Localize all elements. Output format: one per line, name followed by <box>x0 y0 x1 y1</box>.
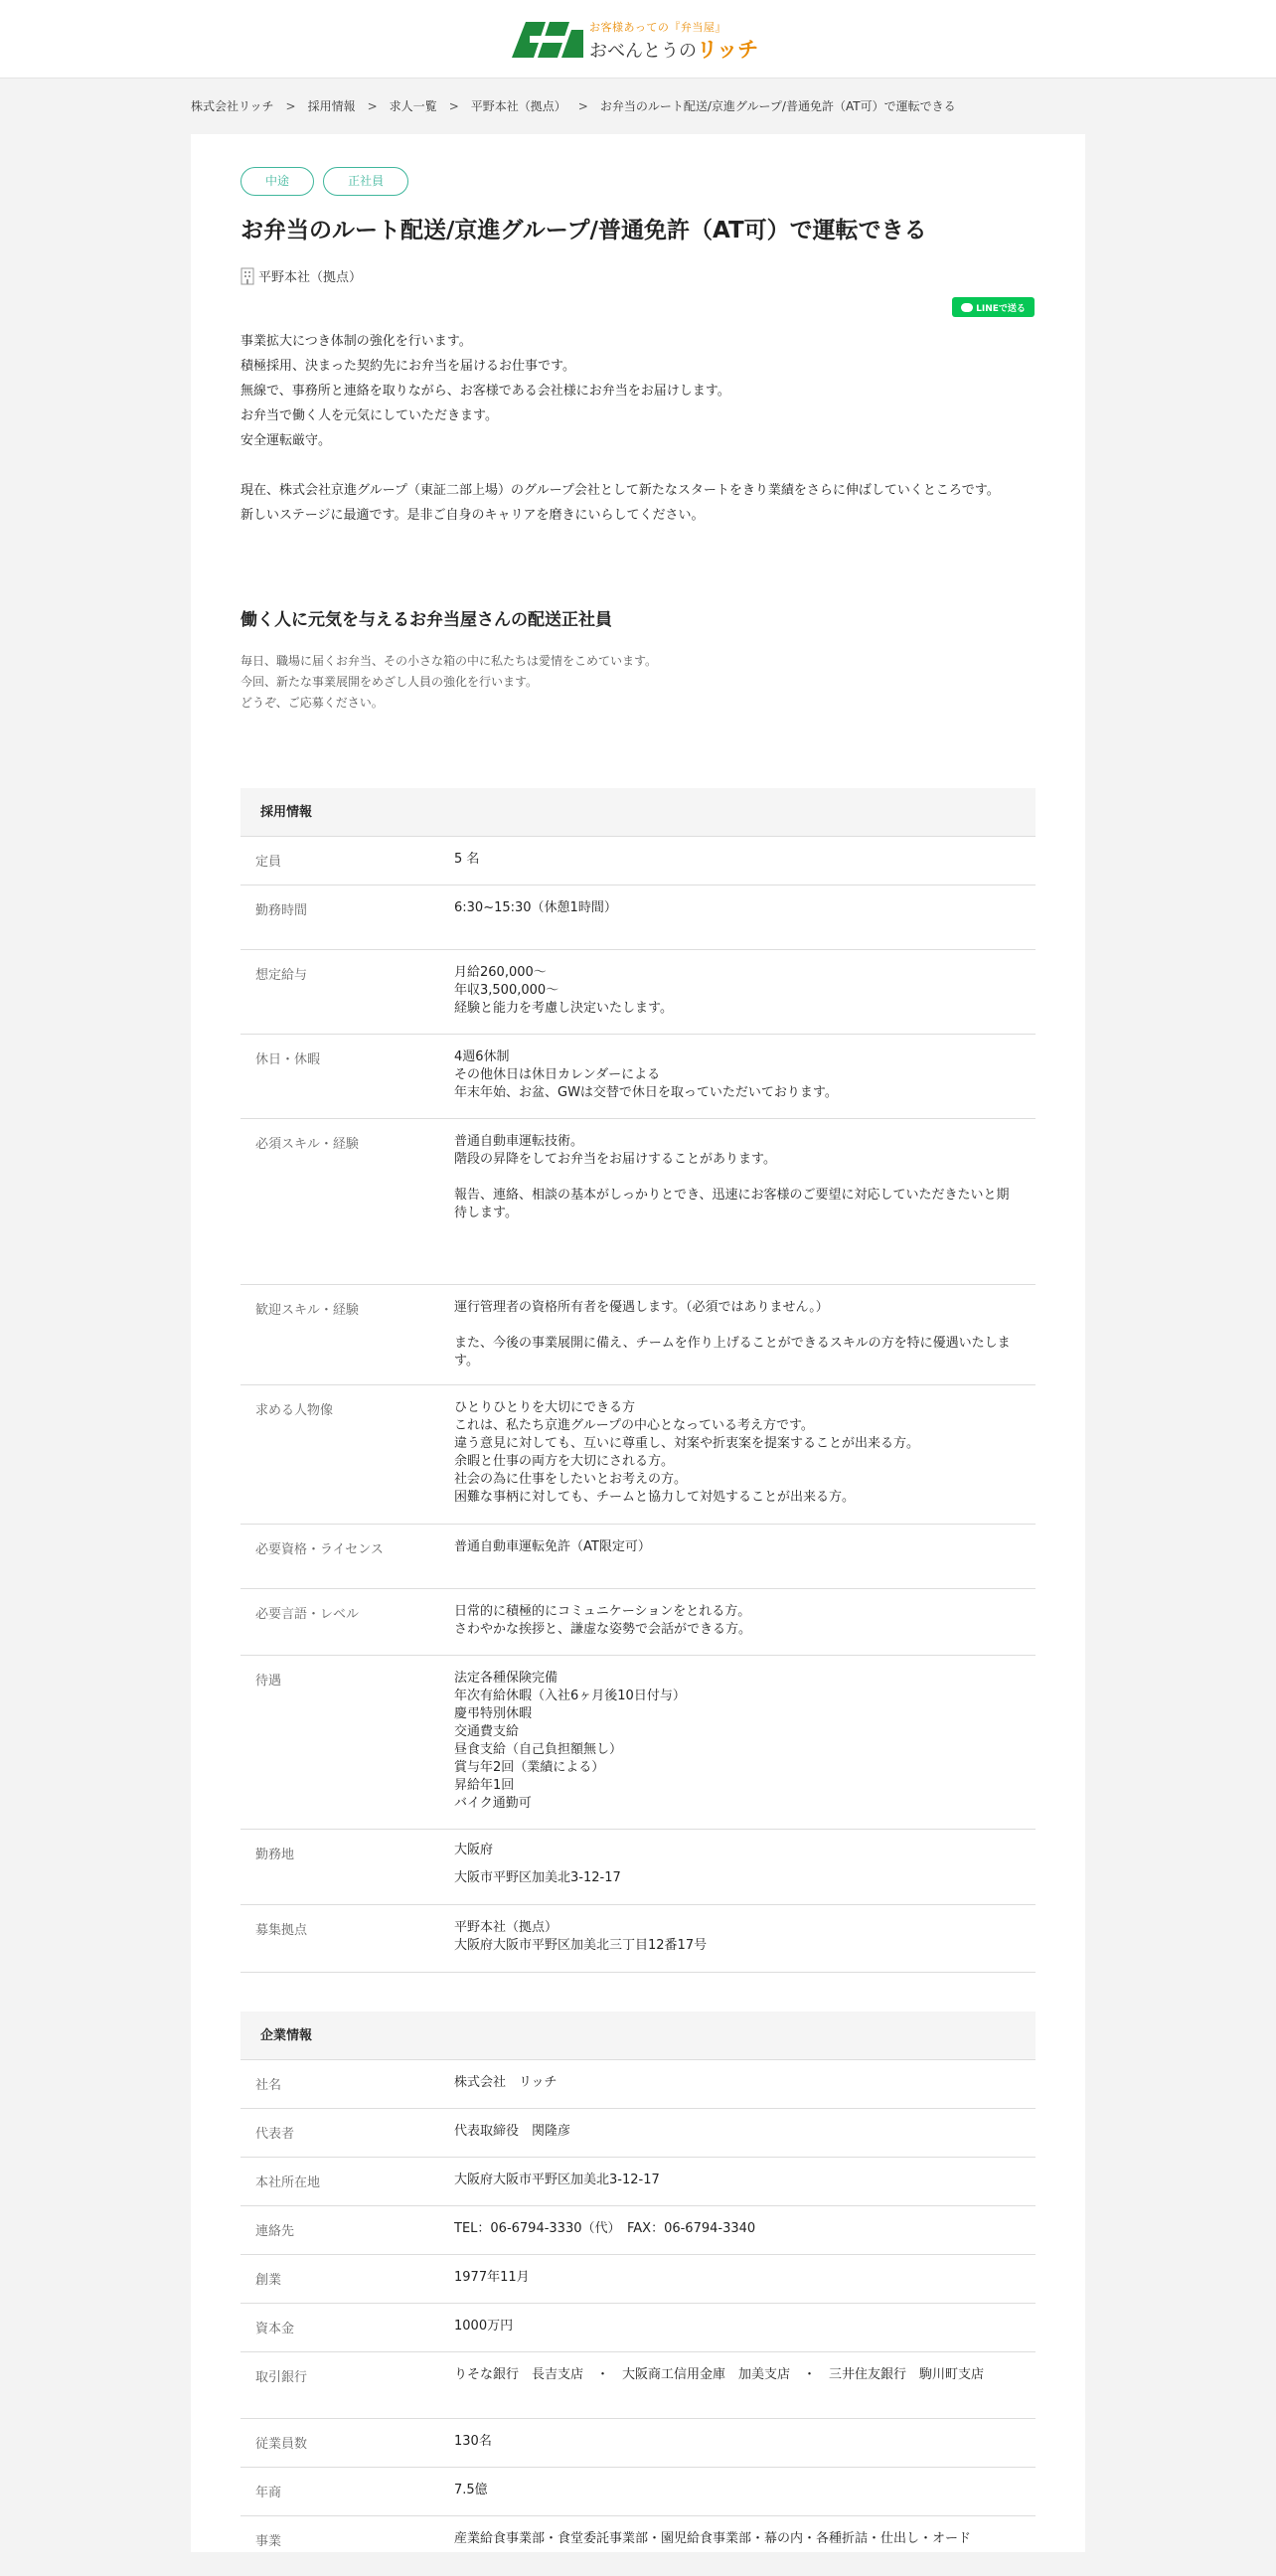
row-label: 求める人物像 <box>255 1403 334 1418</box>
row-label: 待遇 <box>255 1674 282 1689</box>
breadcrumb-separator: > <box>577 99 588 113</box>
line-icon <box>961 303 973 312</box>
job-tags <box>240 167 412 196</box>
line-share-button[interactable] <box>952 297 1035 317</box>
row-value: 5 名 <box>454 852 480 867</box>
row-label: 資本金 <box>255 2322 295 2336</box>
table-row <box>240 2304 1036 2352</box>
table-row <box>240 2516 1036 2576</box>
row-label: 社名 <box>255 2078 282 2093</box>
table-row <box>240 1385 1036 1525</box>
breadcrumb-separator: > <box>367 99 378 113</box>
logo-name <box>589 34 758 64</box>
table-row <box>240 1525 1036 1589</box>
row-value: 代表取締役 関隆彦 <box>454 2124 571 2139</box>
breadcrumb-recruit[interactable]: 採用情報 <box>307 99 356 113</box>
table-row <box>240 2255 1036 2304</box>
job-location-label: 平野本社（拠点） <box>258 270 363 285</box>
row-value: 運行管理者の資格所有者を優遇します。（必須ではありません。） また、今後の事業展開に備え、チームを作り上げることができるスキルの方を特に優遇いたします。 <box>454 1300 1011 1368</box>
row-label: 代表者 <box>255 2127 295 2142</box>
table-row <box>240 886 1036 950</box>
row-label: 本社所在地 <box>255 2175 321 2190</box>
logo-mark-icon <box>512 22 583 58</box>
table-row <box>240 1035 1036 1119</box>
row-value: ひとりひとりを大切にできる方 これは、私たち京進グループの中心となっている考え方です。 違う意見に対しても、互いに尊重し、対案や折衷案を提案することが出来る方。 余暇と仕事の両方を大切にされる方。 社会の為に仕事をしたいとお考えの方。 困難な事柄に対しても、チームと協力して対処することが出来る方。 <box>454 1400 920 1505</box>
row-value: TEL：06-6794-3330（代） FAX：06-6794-3340 <box>454 2221 756 2236</box>
breadcrumb-separator: > <box>285 99 296 113</box>
line-share-label: LINEで送る <box>976 303 1026 314</box>
logo-name-prefix: おべんとうの <box>589 41 697 62</box>
row-label: 必要資格・ライセンス <box>255 1542 384 1557</box>
table-row <box>240 1119 1036 1285</box>
table-row <box>240 2206 1036 2255</box>
row-label: 従業員数 <box>255 2437 308 2452</box>
table-row <box>240 2352 1036 2419</box>
row-label: 募集拠点 <box>255 1923 308 1938</box>
row-value: 6:30~15:30（休憩1時間） <box>454 900 617 915</box>
table-row <box>240 2158 1036 2206</box>
table-row <box>240 2060 1036 2109</box>
row-label: 勤務地 <box>255 1848 295 1862</box>
row-value: りそな銀行 長吉支店 ・ 大阪商工信用金庫 加美支店 ・ 三井住友銀行 駒川町支店 <box>454 2367 985 2382</box>
row-value: 1000万円 <box>454 2319 514 2334</box>
row-value: 月給260,000～ 年収3,500,000～ 経験と能力を考慮し決定いたします。 <box>454 965 673 1016</box>
row-label: 必要言語・レベル <box>255 1607 360 1622</box>
breadcrumb-separator: > <box>448 99 459 113</box>
table-row <box>240 1905 1036 1973</box>
recruit-info-table <box>240 788 1036 1973</box>
job-detail-card <box>191 134 1085 2552</box>
logo-name-accent: リッチ <box>697 38 759 62</box>
row-label: 定員 <box>255 855 282 870</box>
table-row <box>240 1656 1036 1830</box>
row-label: 年商 <box>255 2486 282 2500</box>
row-label: 事業 <box>255 2534 282 2549</box>
company-info-heading: 企業情報 <box>240 2012 1036 2060</box>
row-label: 創業 <box>255 2273 282 2288</box>
breadcrumb-current: お弁当のルート配送/京進グループ/普通免許（AT可）で運転できる <box>599 99 956 113</box>
logo-tagline: お客様あっての『弁当屋』 <box>589 21 726 34</box>
row-value: 大阪府大阪市平野区加美北3-12-17 <box>454 2173 660 2187</box>
breadcrumb <box>191 97 1085 117</box>
table-row <box>240 2419 1036 2468</box>
row-label: 想定給与 <box>255 968 308 983</box>
row-label: 歓迎スキル・経験 <box>255 1303 359 1318</box>
breadcrumb-job-list[interactable]: 求人一覧 <box>389 99 437 113</box>
table-row <box>240 1285 1036 1385</box>
table-row <box>240 2109 1036 2158</box>
tag-midcareer: 中途 <box>240 167 314 196</box>
row-value: 4週6休制 その他休日は休日カレンダーによる 年末年始、お盆、GWは交替で休日を取っていただいております。 <box>454 1049 838 1100</box>
building-icon <box>240 267 254 285</box>
table-row <box>240 1589 1036 1656</box>
row-label: 連絡先 <box>255 2224 295 2239</box>
breadcrumb-company[interactable]: 株式会社リッチ <box>191 99 274 113</box>
breadcrumb-office[interactable]: 平野本社（拠点） <box>470 99 566 113</box>
site-header <box>0 0 1276 79</box>
table-row <box>240 950 1036 1035</box>
table-row <box>240 2468 1036 2516</box>
table-row <box>240 1830 1036 1905</box>
row-value: 日常的に積極的にコミュニケーションをとれる方。 さわやかな挨拶と、謙虚な姿勢で会話ができる方。 <box>454 1604 752 1637</box>
tag-fulltime: 正社員 <box>323 167 408 196</box>
row-label: 勤務時間 <box>255 903 308 918</box>
row-value: 株式会社 リッチ <box>454 2075 558 2090</box>
job-location <box>240 266 362 285</box>
row-label: 休日・休暇 <box>255 1052 321 1067</box>
row-label: 取引銀行 <box>255 2370 308 2385</box>
row-value: 1977年11月 <box>454 2270 530 2285</box>
row-value: 産業給食事業部・食堂委託事業部・園児給食事業部・幕の内・各種折詰・仕出し・オード <box>454 2531 972 2546</box>
row-value: 普通自動車運転免許（AT限定可） <box>454 1539 651 1554</box>
recruit-info-heading: 採用情報 <box>240 788 1036 837</box>
row-value: 130名 <box>454 2434 492 2449</box>
row-value: 法定各種保険完備 年次有給休暇（入社6ヶ月後10日付与） 慶弔特別休暇 交通費支給 昼食支給（自己負担額無し） 賞与年2回（業績による） 昇給年1回 バイク通勤可 <box>454 1671 686 1811</box>
job-subtext: 毎日、職場に届くお弁当、その小さな箱の中に私たちは愛情をこめています。 今回、新たな事業展開をめざし人員の強化を行います。 どうぞ、ご応募ください。 <box>240 654 658 710</box>
company-info-table <box>240 2012 1036 2576</box>
job-title: お弁当のルート配送/京進グループ/普通免許（AT可）で運転できる <box>240 218 927 243</box>
row-value: 大阪府 大阪市平野区加美北3-12-17 <box>454 1843 621 1885</box>
table-row <box>240 837 1036 886</box>
row-value: 平野本社（拠点） 大阪府大阪市平野区加美北三丁目12番17号 <box>454 1920 708 1953</box>
job-intro: 事業拡大につき体制の強化を行います。 積極採用、決まった契約先にお弁当を届けるお仕事です。 無線で、事務所と連絡を取りながら、お客様である会社様にお弁当をお届けします。 お弁当で働く人を元気にしていただきます。 安全運転厳守。 現在、株式会社京進グループ（東証二部上場）のグループ会社として新たなスタートをきり業績をさらに伸ばしていくところです。 新しいステージに最適です。是非ご自身のキャリアを磨きにいらしてください。 <box>240 334 1000 523</box>
row-value: 普通自動車運転技術。 階段の昇降をしてお弁当をお届けすることがあります。 報告、連絡、相談の基本がしっかりとでき、迅速にお客様のご要望に対応していただきたいと期待します。 <box>454 1134 1010 1220</box>
row-value: 7.5億 <box>454 2483 488 2497</box>
row-label: 必須スキル・経験 <box>255 1137 359 1152</box>
job-subheading: 働く人に元気を与えるお弁当屋さんの配送正社員 <box>240 610 612 630</box>
